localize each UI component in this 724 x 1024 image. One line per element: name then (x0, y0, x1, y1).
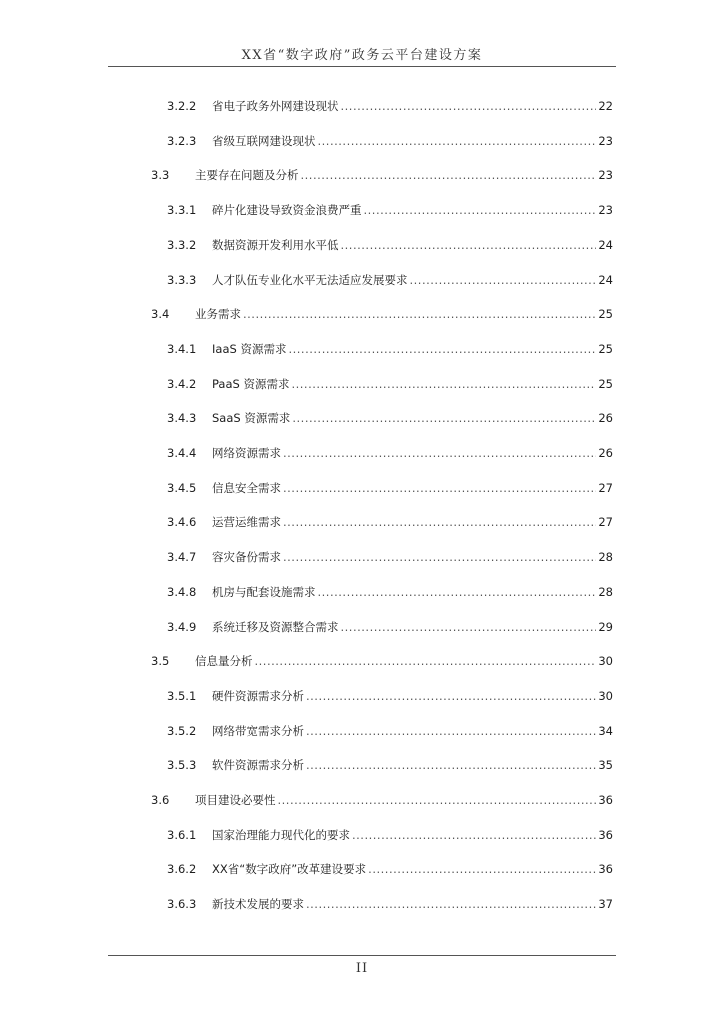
toc-number: 3.4.9 (167, 619, 197, 634)
toc-number: 3.5 (151, 654, 170, 669)
toc-page-number: 30 (598, 688, 613, 703)
toc-leader-dots (283, 446, 596, 460)
toc-leader-dots (283, 481, 596, 495)
toc-title: 信息安全需求 (212, 480, 281, 495)
page-footer (108, 955, 616, 982)
toc-leader-dots (341, 99, 597, 113)
toc-leader-dots (341, 620, 597, 634)
toc-leader-dots (318, 585, 597, 599)
toc-title: 业务需求 (195, 307, 241, 322)
toc-leader-dots (255, 654, 597, 668)
toc-title: 数据资源开发利用水平低 (212, 237, 339, 252)
toc-entry[interactable] (167, 757, 613, 777)
toc-page-number: 25 (598, 307, 613, 322)
toc-title: 运营运维需求 (212, 515, 281, 530)
toc-page-number: 27 (598, 515, 613, 530)
toc-title: 主要存在问题及分析 (195, 168, 299, 183)
toc-page-number: 28 (598, 584, 613, 599)
toc-page-number: 27 (598, 480, 613, 495)
toc-number: 3.5.3 (167, 758, 197, 773)
toc-entry[interactable] (167, 410, 613, 430)
toc-entry[interactable] (151, 306, 613, 326)
toc-leader-dots (243, 307, 596, 321)
toc-number: 3.4.6 (167, 515, 197, 530)
toc-title: 网络资源需求 (212, 446, 281, 460)
toc-leader-dots (291, 377, 596, 391)
toc-number: 3.3.2 (167, 237, 197, 252)
toc-entry[interactable] (167, 480, 613, 500)
toc-number: 3.4.1 (167, 341, 197, 356)
toc-page-number: 22 (598, 99, 613, 113)
toc-title: IaaS 资源需求 (212, 341, 287, 356)
toc-leader-dots (306, 758, 596, 772)
toc-number: 3.5.1 (167, 688, 197, 703)
toc-page-number: 25 (598, 341, 613, 356)
toc-leader-dots (306, 897, 596, 911)
toc-entry[interactable] (167, 272, 613, 292)
toc-title: 国家治理能力现代化的要求 (212, 827, 350, 842)
toc-entry[interactable] (167, 827, 613, 847)
toc-entry[interactable] (151, 167, 613, 187)
toc-page-number: 30 (598, 654, 613, 669)
toc-title: SaaS 资源需求 (212, 411, 291, 426)
toc-page-number: 23 (598, 168, 613, 183)
toc-number: 3.6 (151, 793, 170, 807)
toc-entry[interactable] (167, 619, 613, 639)
toc-page-number: 24 (598, 237, 613, 252)
toc-number: 3.6.2 (167, 862, 197, 877)
footer-page-number: II (355, 961, 369, 976)
toc-leader-dots (283, 550, 596, 564)
toc-number: 3.6.3 (167, 897, 197, 912)
toc-leader-dots (306, 689, 596, 703)
toc-title: 机房与配套设施需求 (212, 584, 316, 599)
toc-title: 网络带宽需求分析 (212, 723, 304, 738)
toc-page-number: 29 (598, 619, 613, 634)
toc-entry[interactable] (167, 584, 613, 604)
toc-title: 硬件资源需求分析 (212, 688, 304, 703)
toc-title: 人才队伍专业化水平无法适应发展要求 (212, 272, 408, 287)
toc-number: 3.4.7 (167, 550, 197, 565)
toc-page-number: 26 (598, 411, 613, 426)
toc-page-number: 36 (598, 862, 613, 877)
toc-entry[interactable] (167, 723, 613, 743)
toc-entry[interactable] (167, 514, 613, 534)
toc-number: 3.4.5 (167, 480, 197, 495)
toc-page-number: 23 (598, 203, 613, 218)
page-header (108, 38, 616, 67)
toc-entry[interactable] (167, 202, 613, 222)
toc-leader-dots (410, 273, 597, 287)
toc-entry[interactable] (151, 792, 613, 812)
toc-number: 3.4.2 (167, 376, 197, 391)
toc-number: 3.5.2 (167, 723, 197, 738)
toc-page-number: 36 (598, 827, 613, 842)
toc-leader-dots (306, 724, 596, 738)
toc-entry[interactable] (167, 133, 613, 153)
toc-number: 3.6.1 (167, 827, 197, 842)
toc-page-number: 23 (598, 133, 613, 148)
toc-entry[interactable] (167, 341, 613, 361)
toc-number: 3.4 (151, 307, 170, 322)
toc-leader-dots (368, 862, 596, 876)
toc-title: 碎片化建设导致资金浪费严重 (212, 203, 362, 218)
toc-entry[interactable] (151, 653, 613, 673)
toc-title: 新技术发展的要求 (212, 897, 304, 912)
toc-entry[interactable] (167, 549, 613, 569)
toc-number: 3.4.3 (167, 411, 197, 426)
toc-page-number: 28 (598, 550, 613, 565)
toc-number: 3.2.3 (167, 133, 197, 148)
toc-entry[interactable] (167, 237, 613, 257)
toc-entry[interactable] (167, 861, 613, 881)
toc-entry[interactable] (167, 376, 613, 396)
toc-title: XX省“数字政府”改革建设要求 (212, 862, 367, 877)
toc-entry[interactable] (167, 98, 613, 118)
toc-page-number: 24 (598, 272, 613, 287)
toc-number: 3.4.4 (167, 446, 197, 460)
toc-title: 省电子政务外网建设现状 (212, 99, 339, 113)
toc-leader-dots (292, 411, 596, 425)
toc-leader-dots (318, 134, 597, 148)
toc-leader-dots (288, 342, 596, 356)
toc-leader-dots (341, 238, 597, 252)
toc-leader-dots (352, 828, 596, 842)
toc-leader-dots (364, 203, 597, 217)
toc-title: 项目建设必要性 (195, 793, 276, 807)
toc-page-number: 25 (598, 376, 613, 391)
toc-title: PaaS 资源需求 (212, 376, 290, 391)
toc-page-number: 36 (598, 793, 613, 807)
toc-entry[interactable] (167, 688, 613, 708)
toc-number: 3.4.8 (167, 584, 197, 599)
toc-title: 容灾备份需求 (212, 550, 281, 565)
toc-page-number: 35 (598, 758, 613, 773)
toc-title: 系统迁移及资源整合需求 (212, 619, 339, 634)
toc-number: 3.3.1 (167, 203, 197, 218)
toc-entry[interactable] (167, 896, 613, 916)
toc-leader-dots (301, 168, 597, 182)
toc-leader-dots (283, 515, 596, 529)
toc-number: 3.3.3 (167, 272, 197, 287)
toc-number: 3.3 (151, 168, 170, 183)
toc-title: 省级互联网建设现状 (212, 133, 316, 148)
header-title: XX省“数字政府”政务云平台建设方案 (241, 48, 483, 63)
toc-title: 软件资源需求分析 (212, 758, 304, 773)
toc-leader-dots (278, 793, 597, 807)
toc-page-number: 26 (598, 446, 613, 460)
toc-title: 信息量分析 (195, 654, 253, 669)
toc-page-number: 34 (598, 723, 613, 738)
toc-page-number: 37 (598, 897, 613, 912)
toc-entry[interactable] (167, 445, 613, 465)
toc-number: 3.2.2 (167, 99, 197, 113)
